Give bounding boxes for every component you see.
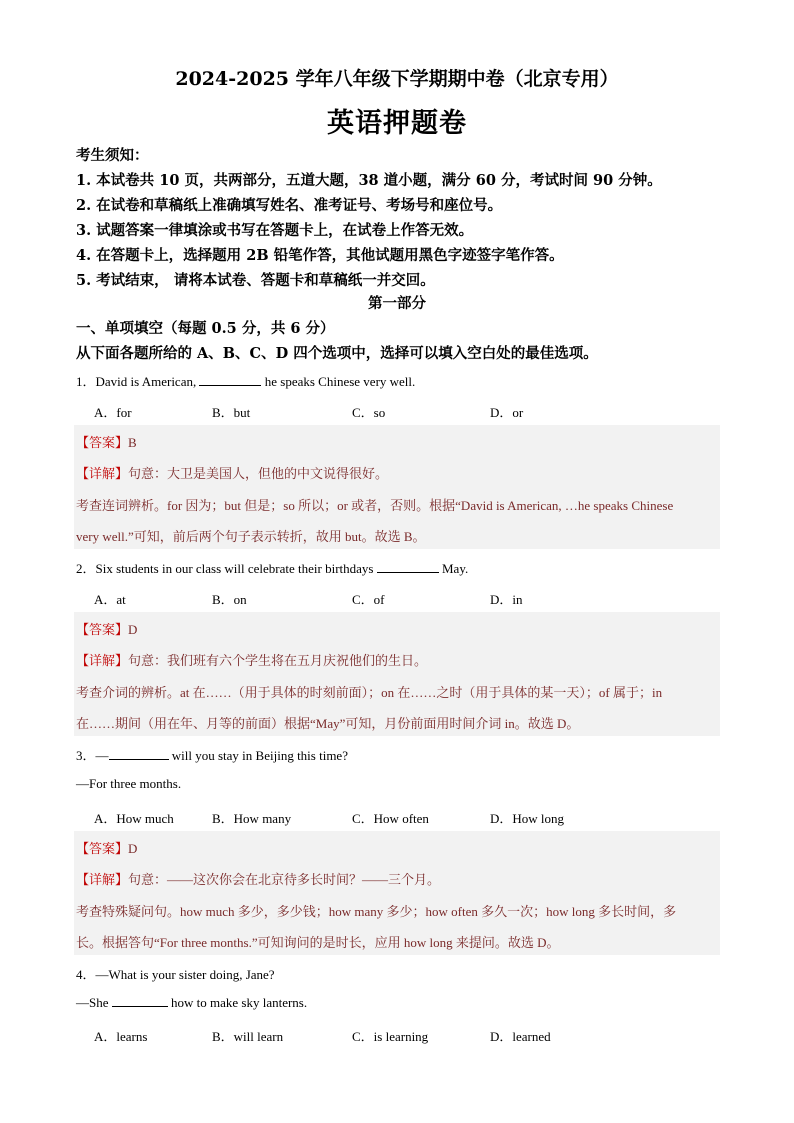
detail-line: [76, 869, 440, 888]
detail-text: 句意：——这次你会在北京待多长时间？——三个月。: [128, 872, 441, 887]
question-stem: [76, 745, 348, 764]
question-reply: —For three months.: [76, 776, 182, 791]
section-title: 一、单项填空（每题 0.5 分，共 6 分）: [76, 320, 335, 337]
option-c: C．How often: [352, 811, 429, 826]
stem-text: 2．Six students in our class will celebrate their birthdays: [76, 561, 377, 576]
answer-tag: 【答案】: [76, 841, 129, 856]
detail-text: 考查连词辨析。for 因为；but 但是；so 所以；or 或者，否则。根据“David is American, …he speaks Chinese: [76, 498, 674, 513]
option-c: C．of: [352, 592, 385, 607]
notice-item: 1. 本试卷共 10 页，共两部分，五道大题，38 道小题，满分 60 分，考试时间 90 分钟。: [76, 172, 662, 189]
option-d: D．How long: [490, 811, 565, 826]
notice-heading: 考生须知：: [76, 147, 149, 164]
exam-title: 2024-2025 学年八年级下学期期中卷（北京专用）: [175, 68, 619, 90]
question-reply: [76, 995, 307, 1011]
stem-text: —She: [76, 995, 112, 1010]
stem-text: 1．David is American,: [76, 374, 200, 389]
option-a: A．How much: [94, 811, 174, 826]
stem-text: 3．—: [76, 748, 109, 763]
answer-blank: [199, 374, 261, 386]
stem-text: he speaks Chinese very well.: [261, 374, 416, 389]
answer-line: [76, 432, 137, 451]
answer-box: [74, 831, 720, 955]
answer-line: [76, 838, 137, 857]
detail-text: 长。根据答句“For three months.”可知询问的是时长，应用 how long 来提问。故选 D。: [76, 935, 560, 950]
notice-item: 5. 考试结束， 请将本试卷、答题卡和草稿纸一并交回。: [76, 272, 435, 289]
detail-line: [76, 650, 427, 669]
option-a: A．learns: [94, 1029, 148, 1044]
part-heading: 第一部分: [368, 295, 426, 312]
section-instruction: 从下面各题所给的 A、B、C、D 四个选项中，选择可以填入空白处的最佳选项。: [76, 345, 598, 362]
detail-tag: 【详解】: [76, 872, 129, 887]
answer-blank: [377, 561, 439, 573]
question-stem: [76, 371, 415, 390]
option-b: B．but: [212, 405, 251, 420]
notice-item: 2. 在试卷和草稿纸上准确填写姓名、准考证号、考场号和座位号。: [76, 197, 503, 214]
answer-blank: [109, 748, 169, 760]
answer-line: [76, 619, 137, 638]
detail-text: 考查介词的辨析。at 在……（用于具体的时刻前面）；on 在……之时（用于具体的某一天）；of 属于；in: [76, 685, 663, 700]
option-c: C．is learning: [352, 1029, 429, 1044]
detail-tag: 【详解】: [76, 466, 129, 481]
detail-text: 考查特殊疑问句。how much 多少，多少钱；how many 多少；how often 多久一次；how long 多长时间，多: [76, 904, 677, 919]
answer-tag: 【答案】: [76, 435, 129, 450]
answer-box: [74, 612, 720, 736]
answer-value: D: [128, 622, 138, 637]
notice-item: 3. 试题答案一律填涂或书写在答题卡上，在试卷上作答无效。: [76, 222, 474, 239]
stem-text: May.: [438, 561, 469, 576]
question-stem: 4．—What is your sister doing, Jane?: [76, 967, 275, 982]
detail-text: 句意：我们班有六个学生将在五月庆祝他们的生日。: [128, 653, 428, 668]
option-d: D．learned: [490, 1029, 551, 1044]
detail-text: very well.”可知，前后两个句子表示转折，故用 but。故选 B。: [76, 529, 426, 544]
answer-value: B: [128, 435, 137, 450]
option-a: A．at: [94, 592, 126, 607]
answer-blank: [112, 995, 168, 1007]
option-a: A．for: [94, 405, 132, 420]
notice-item: 4. 在答题卡上，选择题用 2B 铅笔作答，其他试题用黑色字迹签字笔作答。: [76, 247, 564, 264]
answer-tag: 【答案】: [76, 622, 129, 637]
detail-text: 句意：大卫是美国人，但他的中文说得很好。: [128, 466, 389, 481]
option-b: B．on: [212, 592, 247, 607]
option-b: B．How many: [212, 811, 292, 826]
option-b: B．will learn: [212, 1029, 284, 1044]
exam-subtitle: 英语押题卷: [327, 108, 467, 139]
option-d: D．or: [490, 405, 524, 420]
stem-text: how to make sky lanterns.: [167, 995, 308, 1010]
question-stem: [76, 558, 468, 577]
option-d: D．in: [490, 592, 523, 607]
answer-value: D: [128, 841, 138, 856]
detail-line: [76, 463, 388, 482]
detail-text: 在……期间（用在年、月等的前面）根据“May”可知，月份前面用时间介词 in。故选 D。: [76, 716, 580, 731]
option-c: C．so: [352, 405, 386, 420]
answer-box: [74, 425, 720, 549]
stem-text: will you stay in Beijing this time?: [168, 748, 348, 763]
detail-tag: 【详解】: [76, 653, 129, 668]
